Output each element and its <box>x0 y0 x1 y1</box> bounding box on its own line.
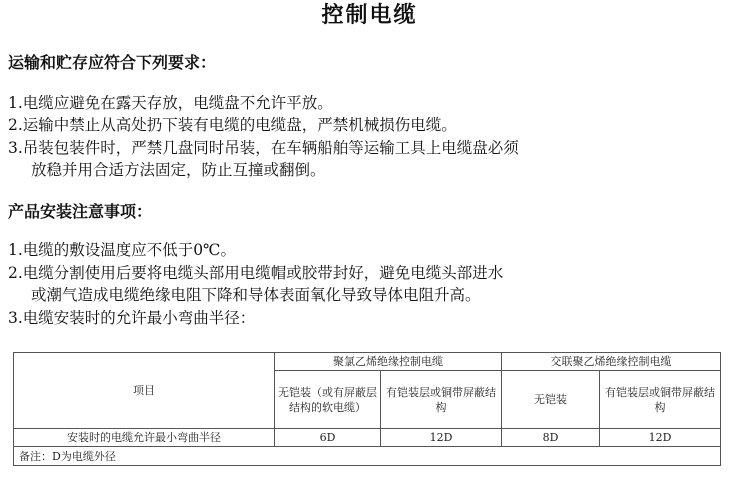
table-note-row <box>14 447 721 466</box>
value-cell: 6D <box>275 429 381 447</box>
install-item-2: 2.电缆分割使用后要将电缆头部用电缆帽或胶带封好，避免电缆头部进水 <box>8 264 504 282</box>
xlpe-unarmored-header: 无铠装 <box>502 371 600 429</box>
row-label-cell: 安装时的电缆允许最小弯曲半径 <box>14 429 275 447</box>
item-header-cell: 项目 <box>14 353 275 429</box>
install-item-2-continued: 或潮气造成电缆绝缘电阻下降和导体表面氧化导致导体电阻升高。 <box>31 286 481 304</box>
xlpe-armored-header: 有铠装层或铜带屏蔽结构 <box>600 371 721 429</box>
transport-item-2: 2.运输中禁止从高处扔下装有电缆的电缆盘，严禁机械损伤电缆。 <box>8 116 457 134</box>
transport-heading: 运输和贮存应符合下列要求： <box>8 53 217 72</box>
install-item-1: 1.电缆的敷设温度应不低于0℃。 <box>8 241 236 259</box>
transport-item-3-continued: 放稳并用合适方法固定，防止互撞或翻倒。 <box>31 161 326 179</box>
pvc-group-header: 聚氯乙烯绝缘控制电缆 <box>275 353 502 371</box>
bend-radius-table <box>13 352 721 466</box>
value-cell: 8D <box>502 429 600 447</box>
install-item-3: 3.电缆安装时的允许最小弯曲半径： <box>8 309 256 327</box>
transport-item-3: 3.吊装包装件时，严禁几盘同时吊装，在车辆船舶等运输工具上电缆盘必须 <box>8 139 519 157</box>
value-cell: 12D <box>600 429 721 447</box>
table-note: 备注：D为电缆外径 <box>14 447 721 466</box>
transport-item-1: 1.电缆应避免在露天存放，电缆盘不允许平放。 <box>8 94 333 112</box>
table-header-row <box>14 353 721 371</box>
install-heading: 产品安装注意事项： <box>8 202 153 221</box>
value-cell: 12D <box>381 429 502 447</box>
pvc-armored-header: 有铠装层或铜带屏蔽结构 <box>381 371 502 429</box>
pvc-unarmored-header: 无铠装（或有屏蔽层结构的软电缆） <box>275 371 381 429</box>
table-row <box>14 429 721 447</box>
page-title: 控制电缆 <box>321 3 418 28</box>
xlpe-group-header: 交联聚乙烯绝缘控制电缆 <box>502 353 721 371</box>
